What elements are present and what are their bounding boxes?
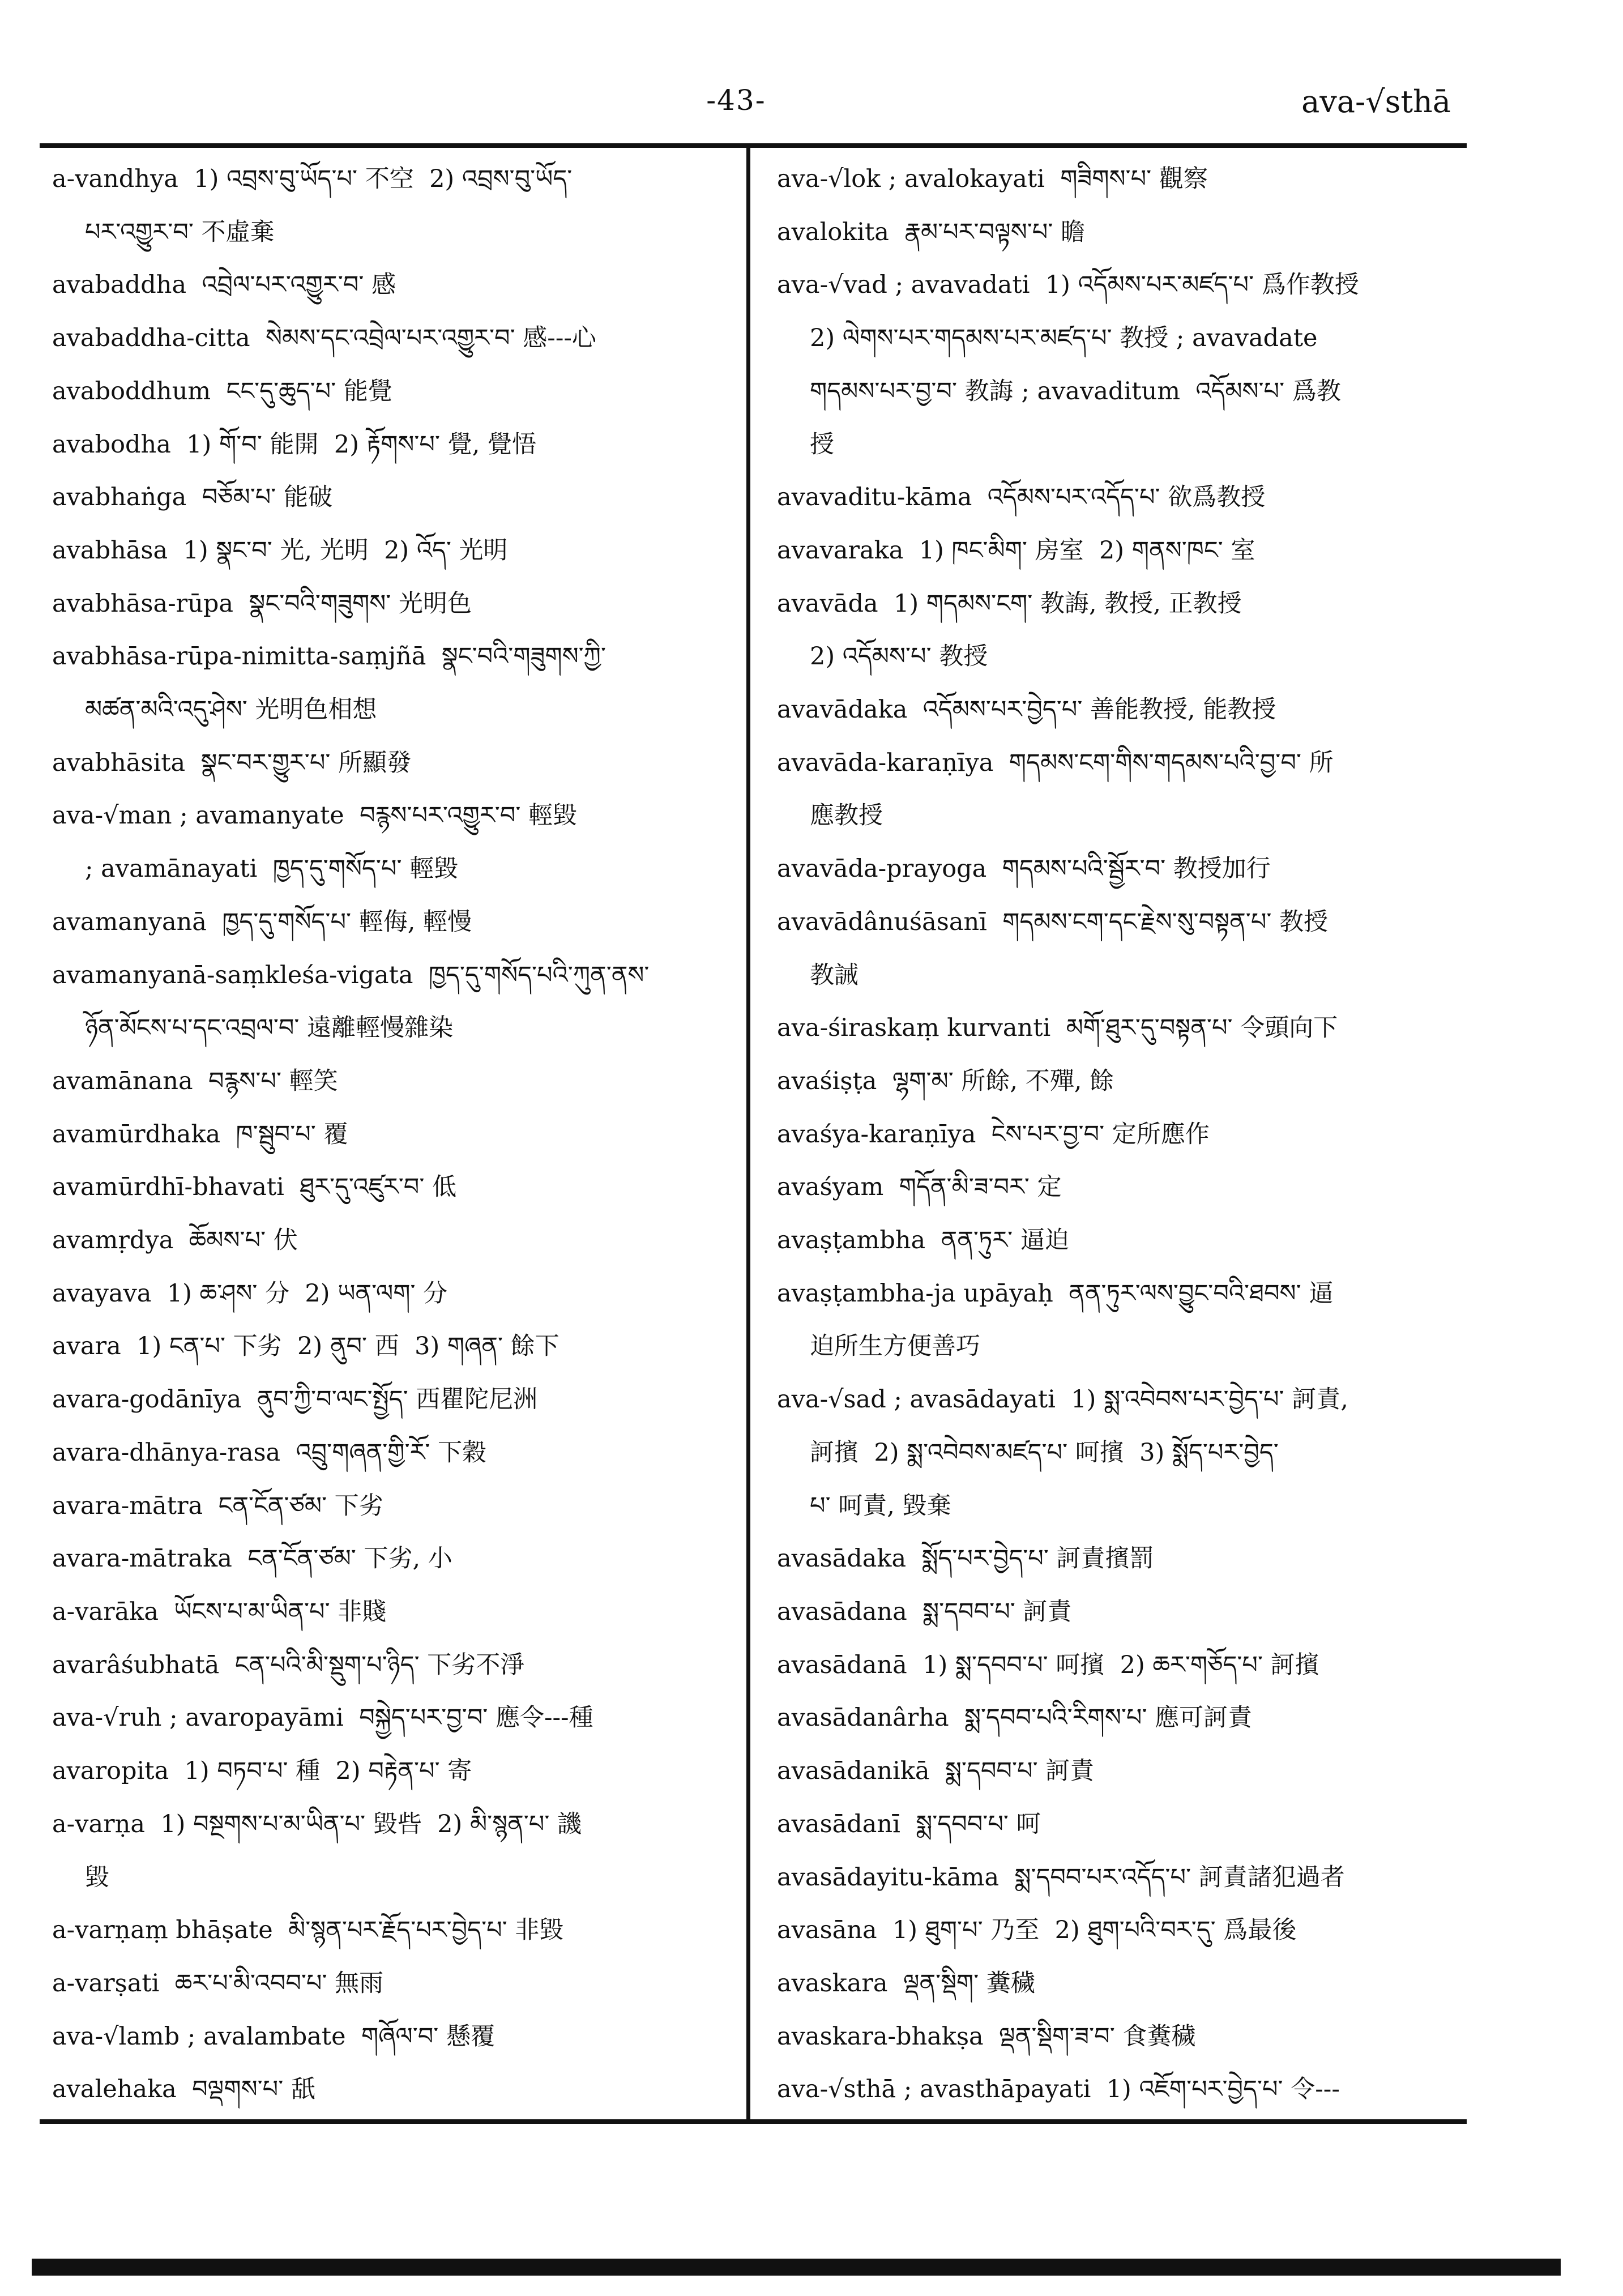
dictionary-entry-line: avalehaka བལྡགས་པ་ 舐 bbox=[52, 2075, 315, 2104]
dictionary-entry-line: avavādânuśāsanī གདམས་ངག་དང་རྗེས་སུ་བསྟན་པ་ 教授 bbox=[777, 907, 1329, 936]
dictionary-entry-line: avasādanârha སྨ་དབབ་པའི་རིགས་པ་ 應可訶責 bbox=[777, 1704, 1253, 1732]
dictionary-entry-line: avasādayitu-kāma སྨ་དབབ་པར་འདོད་པ་ 訶責諸犯過者 bbox=[777, 1863, 1345, 1892]
entry-continuation-line: གདམས་པར་བྱ་བ་ 教誨 ; avavaditum འདོམས་པ་ 爲教 bbox=[810, 377, 1341, 406]
dictionary-entry-line: avasādanā 1) སྨ་དབབ་པ་ 呵擯 2) ཆར་གཅོད་པ་ 訶擯 bbox=[777, 1650, 1319, 1679]
dictionary-entry-line: avamūrdhaka ཁ་སྦུབ་པ་ 覆 bbox=[52, 1120, 348, 1149]
entry-continuation-line: ཉོན་མོངས་པ་དང་འབྲལ་བ་ 遠離輕慢雜染 bbox=[85, 1014, 454, 1043]
column-divider bbox=[746, 145, 750, 2122]
dictionary-entry-line: avaboddhum ངང་དུ་ཆུད་པ་ 能覺 bbox=[52, 377, 392, 406]
entry-continuation-line: 應教授 bbox=[810, 801, 883, 830]
dictionary-entry-line: avayava 1) ཆ་ཤས་ 分 2) ཡན་ལག་ 分 bbox=[52, 1279, 448, 1308]
dictionary-entry-line: avasādaka སྨོད་པར་བྱེད་པ་ 訶責擯罰 bbox=[777, 1544, 1154, 1573]
scan-edge-bar bbox=[32, 2259, 1561, 2276]
dictionary-entry-line: a-varṇa 1) བསྔགས་པ་མ་ཡིན་པ་ 毀呰 2) མི་སྙན་པ་ 譏 bbox=[52, 1810, 582, 1838]
entry-continuation-line: པ་ 呵責, 毀棄 bbox=[810, 1491, 951, 1520]
dictionary-entry-line: avamūrdhī-bhavati ཐུར་དུ་འཛུར་བ་ 低 bbox=[52, 1173, 457, 1202]
bottom-rule bbox=[40, 2119, 1467, 2124]
dictionary-entry-line: avarâśubhatā ངན་པའི་མི་སྡུག་པ་ཉིད་ 下劣不淨 bbox=[52, 1650, 525, 1679]
dictionary-entry-line: avavaditu-kāma འདོམས་པར་འདོད་པ་ 欲爲教授 bbox=[777, 483, 1266, 512]
left-column bbox=[52, 153, 732, 2116]
dictionary-entry-line: avabhāsa 1) སྣང་བ་ 光, 光明 2) འོད་ 光明 bbox=[52, 536, 508, 565]
dictionary-entry-line: ava-√vad ; avavadati 1) འདོམས་པར་མཛད་པ་ 爲作教授 bbox=[777, 271, 1359, 300]
dictionary-entry-line: avamānana བརྙས་པ་ 輕笑 bbox=[52, 1066, 338, 1095]
dictionary-entry-line: avara-mātraka ངན་ངོན་ཙམ་ 下劣, 小 bbox=[52, 1544, 452, 1573]
running-head: ava-√sthā bbox=[1301, 84, 1451, 120]
dictionary-entry-line: avabhāsa-rūpa-nimitta-saṃjñā སྣང་བའི་གཟུགས་ཀྱི་ bbox=[52, 642, 606, 671]
dictionary-entry-line: avamanyanā-saṃkleśa-vigata ཁྱད་དུ་གསོད་པའི་ཀུན་ནས་ bbox=[52, 961, 650, 989]
entry-continuation-line: པར་འགྱུར་བ་ 不虛棄 bbox=[85, 217, 275, 246]
dictionary-entry-line: avasādanikā སྨ་དབབ་པ་ 訶責 bbox=[777, 1757, 1095, 1786]
dictionary-entry-line: avara-mātra ངན་ངོན་ཙམ་ 下劣 bbox=[52, 1491, 383, 1520]
entry-continuation-line: 2) འདོམས་པ་ 教授 bbox=[810, 642, 988, 671]
dictionary-entry-line: avasāna 1) ཐུག་པ་ 乃至 2) ཐུག་པའི་བར་དུ་ 爲最後 bbox=[777, 1916, 1297, 1945]
dictionary-entry-line: avamanyanā ཁྱད་དུ་གསོད་པ་ 輕侮, 輕慢 bbox=[52, 907, 472, 936]
entry-continuation-line: 教誡 bbox=[810, 961, 859, 989]
dictionary-entry-line: ava-√lok ; avalokayati གཟིགས་པ་ 觀察 bbox=[777, 165, 1208, 193]
dictionary-entry-line: avaṣṭambha-ja upāyaḥ ནན་ཏུར་ལས་བྱུང་བའི་ཐབས་ 逼 bbox=[777, 1279, 1334, 1308]
dictionary-entry-line: avamṛdya ཆོམས་པ་ 伏 bbox=[52, 1226, 298, 1255]
dictionary-entry-line: a-varṇaṃ bhāṣate མི་སྙན་པར་རྗོད་པར་བྱེད་པ་ 非毀 bbox=[52, 1916, 564, 1945]
dictionary-entry-line: avaropita 1) བཏབ་པ་ 種 2) བརྟེན་པ་ 寄 bbox=[52, 1757, 472, 1786]
entry-continuation-line: 授 bbox=[810, 430, 834, 459]
dictionary-entry-line: ava-√man ; avamanyate བརྙས་པར་འགྱུར་བ་ 輕毀 bbox=[52, 801, 578, 830]
dictionary-entry-line: avalokita རྣམ་པར་བལྟས་པ་ 瞻 bbox=[777, 217, 1086, 246]
page-number: -43- bbox=[706, 84, 766, 117]
dictionary-entry-line: avara 1) ངན་པ་ 下劣 2) ནུབ་ 西 3) གཞན་ 餘下 bbox=[52, 1332, 559, 1361]
dictionary-entry-line: avabaddha-citta སེམས་དང་འབྲེལ་པར་འགྱུར་བ་ 感---心 bbox=[52, 324, 596, 353]
dictionary-entry-line: ava-√ruh ; avaropayāmi བསྐྱེད་པར་བྱ་བ་ 應令---種 bbox=[52, 1704, 593, 1732]
dictionary-entry-line: avaṣṭambha ནན་ཏུར་ 逼迫 bbox=[777, 1226, 1069, 1255]
dictionary-entry-line: a-varāka ཡོངས་པ་མ་ཡིན་པ་ 非賤 bbox=[52, 1597, 387, 1626]
right-column bbox=[777, 153, 1457, 2116]
entry-continuation-line: 迫所生方便善巧 bbox=[810, 1332, 980, 1361]
dictionary-entry-line: ava-√sad ; avasādayati 1) སྨ་འབེབས་པར་བྱེད་པ་ 訶責, bbox=[777, 1385, 1348, 1414]
entry-continuation-line: 毀 bbox=[85, 1863, 109, 1892]
dictionary-entry-line: a-varṣati ཆར་པ་མི་འབབ་པ་ 無雨 bbox=[52, 1969, 384, 1998]
dictionary-entry-line: avavāda 1) གདམས་ངག་ 教誨, 教授, 正教授 bbox=[777, 589, 1242, 618]
entry-continuation-line: 訶擯 2) སྨ་འབེབས་མཛད་པ་ 呵擯 3) སྨོད་པར་བྱེད་ bbox=[810, 1438, 1279, 1467]
dictionary-entry-line: avasādanī སྨ་དབབ་པ་ 呵 bbox=[777, 1810, 1041, 1838]
dictionary-entry-line: avavāda-karaṇīya གདམས་ངག་གིས་གདམས་པའི་བྱ་བ་ 所 bbox=[777, 748, 1334, 777]
dictionary-entry-line: avabhaṅga བཅོམ་པ་ 能破 bbox=[52, 483, 333, 512]
entry-continuation-line: 2) ལེགས་པར་གདམས་པར་མཛད་པ་ 教授 ; avavadate bbox=[810, 324, 1318, 353]
dictionary-entry-line: a-vandhya 1) འབྲས་བུ་ཡོད་པ་ 不空 2) འབྲས་བུ་ཡོད་ bbox=[52, 165, 573, 193]
dictionary-entry-line: avavādaka འདོམས་པར་བྱེད་པ་ 善能教授, 能教授 bbox=[777, 695, 1276, 724]
dictionary-entry-line: avabaddha འབྲེལ་པར་འགྱུར་བ་ 感 bbox=[52, 271, 396, 300]
dictionary-entry-line: avabhāsita སྣང་བར་གྱུར་པ་ 所顯發 bbox=[52, 748, 412, 777]
dictionary-entry-line: avabhāsa-rūpa སྣང་བའི་གཟུགས་ 光明色 bbox=[52, 589, 472, 618]
dictionary-entry-line: avavaraka 1) ཁང་མིག་ 房室 2) གནས་ཁང་ 室 bbox=[777, 536, 1255, 565]
dictionary-entry-line: ava-√sthā ; avasthāpayati 1) འཇོག་པར་བྱེད་པ་ 令--- bbox=[777, 2075, 1340, 2104]
dictionary-entry-line: avavāda-prayoga གདམས་པའི་སྦྱོར་བ་ 教授加行 bbox=[777, 855, 1271, 884]
dictionary-entry-line: avaskara-bhakṣa ལྡན་སྡིག་ཟ་བ་ 食糞穢 bbox=[777, 2022, 1196, 2051]
dictionary-entry-line: avara-godānīya ནུབ་ཀྱི་བ་ལང་སྤྱོད་ 西瞿陀尼洲 bbox=[52, 1385, 538, 1414]
dictionary-entry-line: avaśyam གདོན་མི་ཟ་བར་ 定 bbox=[777, 1173, 1062, 1202]
dictionary-entry-line: avasādana སྨ་དབབ་པ་ 訶責 bbox=[777, 1597, 1072, 1626]
dictionary-entry-line: ava-śiraskaṃ kurvanti མགོ་ཐུར་དུ་བསྟན་པ་ 令頭向下 bbox=[777, 1014, 1338, 1043]
entry-continuation-line: མཚན་མའི་འདུ་ཤེས་ 光明色相想 bbox=[85, 695, 377, 724]
dictionary-entry-line: avaśiṣṭa ལྷག་མ་ 所餘, 不殫, 餘 bbox=[777, 1066, 1114, 1095]
dictionary-entry-line: avabodha 1) གོ་བ་ 能開 2) རྟོགས་པ་ 覺, 覺悟 bbox=[52, 430, 537, 459]
dictionary-entry-line: avaskara ལྡན་སྡིག་ 糞穢 bbox=[777, 1969, 1035, 1998]
top-rule bbox=[40, 143, 1467, 148]
entry-continuation-line: ; avamānayati ཁྱད་དུ་གསོད་པ་ 輕毀 bbox=[85, 855, 459, 884]
dictionary-entry-line: avaśya-karaṇīya ངེས་པར་བྱ་བ་ 定所應作 bbox=[777, 1120, 1210, 1149]
dictionary-entry-line: avara-dhānya-rasa འབྲུ་གཞན་གྱི་རོ་ 下穀 bbox=[52, 1438, 487, 1467]
dictionary-entry-line: ava-√lamb ; avalambate གཞོལ་བ་ 懸覆 bbox=[52, 2022, 495, 2051]
